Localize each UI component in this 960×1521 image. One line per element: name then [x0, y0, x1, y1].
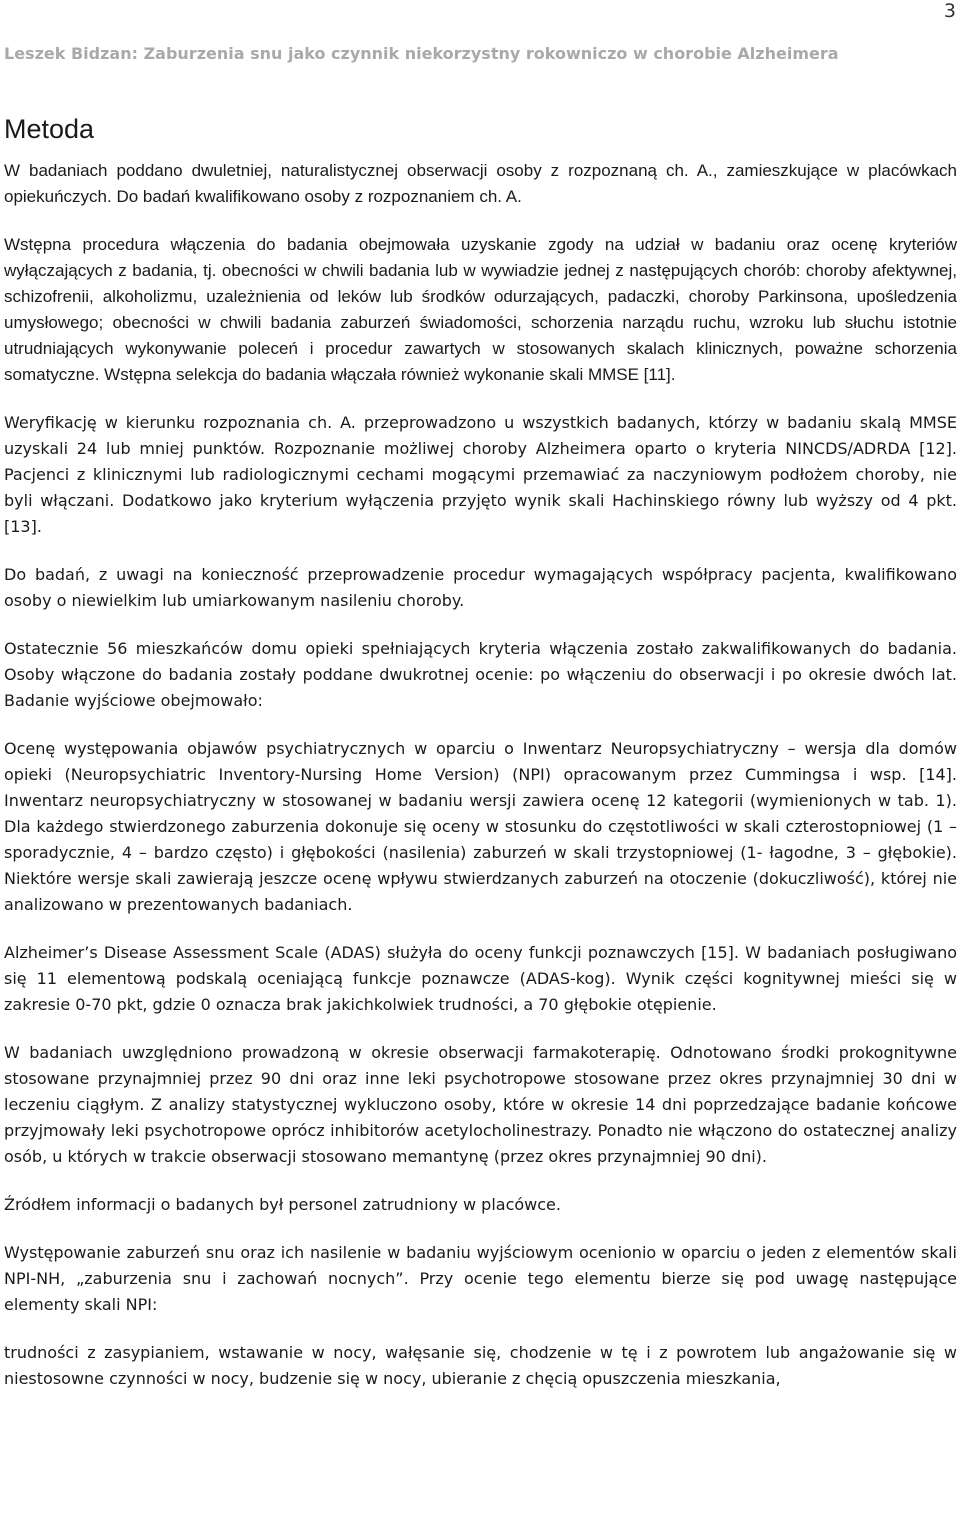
running-header-title: Zaburzenia snu jako czynnik niekorzystny rokowniczo w chorobie Alzheimera [143, 44, 839, 63]
running-header [4, 44, 839, 63]
page-number: 3 [943, 0, 956, 22]
paragraph: Weryfikację w kierunku rozpoznania ch. A. przeprowadzono u wszystkich badanych, którzy w badaniu skalą MMSE uzyskali 24 lub mniej punktów. Rozpoznanie możliwej choroby Alzheimera oparto o kryteria NINCDS/ADRDA [12]. Pacjenci z klinicznymi lub radiologicznymi cechami mogącymi przemawiać za naczyniowym podłożem choroby, nie byli włączani. Dodatkowo jako kryterium wyłączenia przyjęto wynik skali Hachinskiego równy lub wyższy od 4 pkt. [13]. [4, 413, 957, 536]
paragraph: W badaniach uwzględniono prowadzoną w okresie obserwacji farmakoterapię. Odnotowano środki prokognitywne stosowane przynajmniej przez 90 dni oraz inne leki psychotropowe stosowane przez okres przynajmniej 30 dni w leczeniu ciągłym. Z analizy statystycznej wykluczono osoby, które w okresie 14 dni poprzedzające badanie końcowe przyjmowały leki psychotropowe oprócz inhibitorów acetylocholinestrazy. Ponadto nie włączono do ostatecznej analizy osób, u których w trakcie obserwacji stosowano memantynę (przez okres przynajmniej 90 dni). [4, 1043, 957, 1166]
running-header-author: Leszek Bidzan: [4, 44, 138, 63]
paragraph: Źródłem informacji o badanych był personel zatrudniony w placówce. [4, 1195, 561, 1214]
paragraph: Ostatecznie 56 mieszkańców domu opieki spełniających kryteria włączenia zostało zakwalifikowanych do badania. Osoby włączone do badania zostały poddane dwukrotnej ocenie: po włączeniu do obserwacji i po okresie dwóch lat. Badanie wyjściowe obejmowało: [4, 639, 957, 710]
paragraph: Do badań, z uwagi na konieczność przeprowadzenie procedur wymagających współpracy pacjenta, kwalifikowano osoby o niewielkim lub umiarkowanym nasileniu choroby. [4, 565, 957, 610]
section-heading: Metoda [4, 114, 95, 144]
paragraph: Wstępna procedura włączenia do badania obejmowała uzyskanie zgody na udział w badaniu oraz ocenę kryteriów wyłączających z badania, tj. obecności w chwili badania lub w wywiadzie jednej z następujących chorób: choroby afektywnej, schizofrenii, alkoholizmu, uzależnienia od leków lub środków odurzających, padaczki, choroby Parkinsona, upośledzenia umysłowego; obecności w chwili badania zaburzeń świadomości, schorzenia narządu ruchu, wzroku lub słuchu istotnie utrudniających wykonywanie poleceń i procedur zawartych w stosowanych skalach klinicznych, poważne schorzenia somatyczne. Wstępna selekcja do badania włączała również wykonanie skali MMSE [11]. [4, 235, 957, 384]
paragraph: Alzheimer’s Disease Assessment Scale (ADAS) służyła do oceny funkcji poznawczych [15]. W badaniach posługiwano się 11 elementową podskalą oceniającą funkcje poznawcze (ADAS-kog). Wynik części kognitywnej mieści się w zakresie 0-70 pkt, gdzie 0 oznacza brak jakichkolwiek trudności, a 70 głębokie otępienie. [4, 943, 957, 1014]
paragraph: trudności z zasypianiem, wstawanie w nocy, wałęsanie się, chodzenie w tę i z powrotem lub angażowanie się w niestosowne czynności w nocy, budzenie się w nocy, ubieranie z chęcią opuszczenia mieszkania, [4, 1343, 957, 1388]
paragraph: W badaniach poddano dwuletniej, naturalistycznej obserwacji osoby z rozpoznaną ch. A., zamieszkujące w placówkach opiekuńczych. Do badań kwalifikowano osoby z rozpoznaniem ch. A. [4, 161, 957, 206]
body-text [4, 158, 957, 1414]
paragraph: Występowanie zaburzeń snu oraz ich nasilenie w badaniu wyjściowym ocenionio w oparciu o jeden z elementów skali NPI-NH, „zaburzenia snu i zachowań nocnych”. Przy ocenie tego elementu bierze się pod uwagę następujące elementy skali NPI: [4, 1243, 957, 1314]
paragraph: Ocenę występowania objawów psychiatrycznych w oparciu o Inwentarz Neuropsychiatryczny – wersja dla domów opieki (Neuropsychiatric Inventory-Nursing Home Version) (NPI) opracowanym przez Cummingsa i wsp. [14]. Inwentarz neuropsychiatryczny w stosowanej w badaniu wersji zawiera ocenę 12 kategorii (wymienionych w tab. 1). Dla każdego stwierdzonego zaburzenia dokonuje się oceny w stosunku do częstotliwości w skali czterostopniowej (1 – sporadycznie, 4 – bardzo często) i głębokości (nasilenia) zaburzeń w skali trzystopniowej (1- łagodne, 3 – głębokie). Niektóre wersje skali zawierają jeszcze ocenę wpływu stwierdzanych zaburzeń na otoczenie (dokuczliwość), której nie analizowano w prezentowanych badaniach. [4, 739, 957, 914]
